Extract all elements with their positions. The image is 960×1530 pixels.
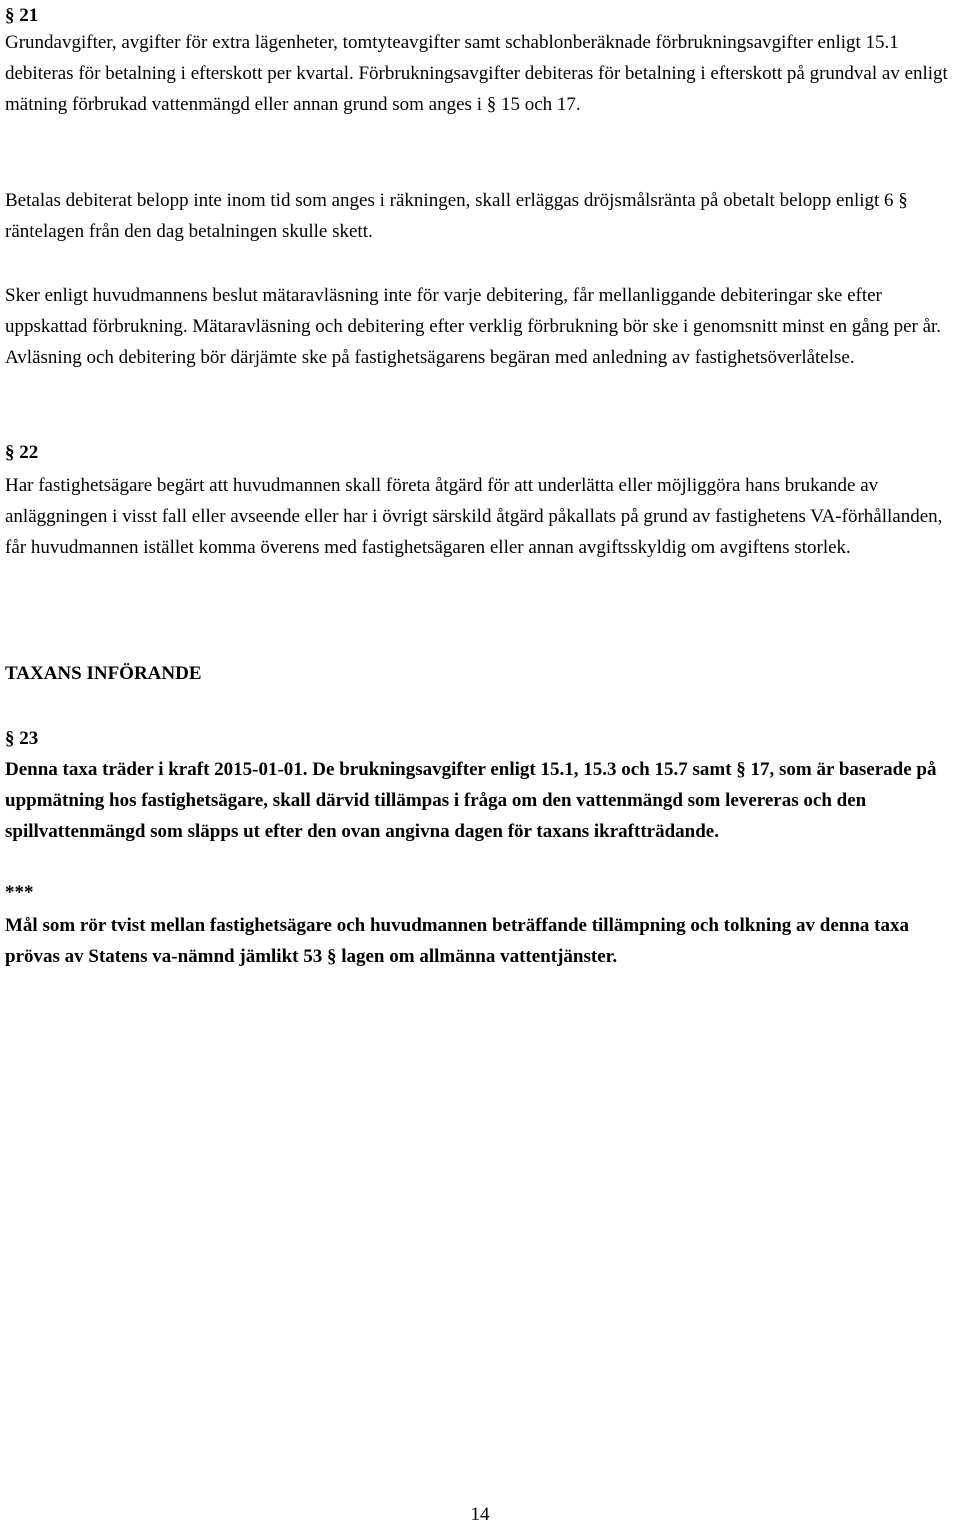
section-21-paragraph: Grundavgifter, avgifter för extra lägenheter, tomtyteavgifter samt schablonberäknade förbrukningsavgifter enligt 15.1 debiteras för betalning i efterskott per kvartal. Förbrukningsavgifter debiteras för betalning i efterskott på grundval av enligt mätning förbrukad vattenmängd eller annan grund som anges i § 15 och 17.: [5, 32, 948, 115]
section-21-interest-paragraph: Betalas debiterat belopp inte inom tid som anges i räkningen, skall erläggas dröjsmålsränta på obetalt belopp enligt 6 § räntelagen från den dag betalningen skulle skett.: [5, 190, 908, 242]
closing-paragraph: Mål som rör tvist mellan fastighetsägare och huvudmannen beträffande tillämpning och tolkning av denna taxa prövas av Statens va-nämnd jämlikt 53 § lagen om allmänna vattentjänster.: [5, 915, 909, 967]
section-23-heading: § 23: [5, 728, 39, 749]
section-21-heading: § 21: [5, 5, 39, 26]
section-22-heading: § 22: [5, 442, 39, 463]
page-number: 14: [470, 1504, 490, 1525]
taxans-inforande-heading: TAXANS INFÖRANDE: [5, 663, 202, 684]
section-21-meter-reading-paragraph: Sker enligt huvudmannens beslut mätaravläsning inte för varje debitering, får mellanliggande debiteringar ske efter uppskattad förbrukning. Mätaravläsning och debitering efter verklig förbrukning bör ske i genomsnitt minst en gång per år. Avläsning och debitering bör därjämte ske på fastighetsägarens begäran med anledning av fastighetsöverlåtelse.: [5, 285, 942, 368]
separator-stars: ***: [5, 882, 34, 903]
section-22-paragraph: Har fastighetsägare begärt att huvudmannen skall företa åtgärd för att underlätta eller möjliggöra hans brukande av anläggningen i visst fall eller avseende eller har i övrigt särskild åtgärd påkallats på grund av fastighetens VA-förhållanden, får huvudmannen istället komma överens med fastighetsägaren eller annan avgiftsskyldig om avgiftens storlek.: [5, 475, 943, 558]
section-23-paragraph: Denna taxa träder i kraft 2015-01-01. De brukningsavgifter enligt 15.1, 15.3 och 15.7 samt § 17, som är baserade på uppmätning hos fastighetsägare, skall därvid tillämpas i fråga om den vattenmängd som levereras och den spillvattenmängd som släpps ut efter den ovan angivna dagen för taxans ikraftträdande.: [5, 759, 937, 842]
